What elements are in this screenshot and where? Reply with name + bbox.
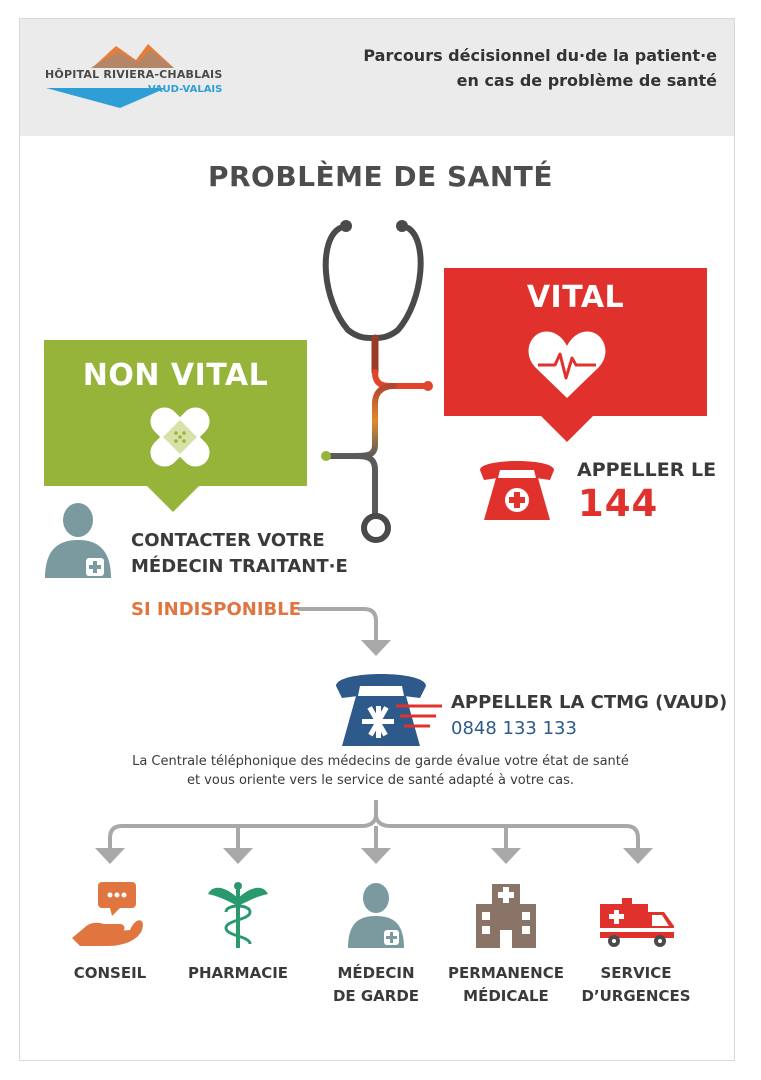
call-144-label: APPELLER LE — [577, 459, 717, 481]
stethoscope-icon — [321, 220, 433, 540]
hospital-icon — [476, 884, 536, 948]
service-pharmacie: PHARMACIE — [187, 964, 289, 982]
fallback-arrow — [298, 609, 391, 656]
page-title: PROBLÈME DE SANTÉ — [207, 160, 554, 193]
ctmg-telephone-icon — [336, 674, 442, 746]
call-ctmg-label: APPELLER LA CTMG (VAUD) — [451, 692, 728, 713]
contact-doctor-label: CONTACTER VOTRE MÉDECIN TRAITANT·E — [131, 530, 348, 577]
header-title: Parcours décisionnel du·de la patient·e en cas de problème de santé — [363, 46, 717, 90]
ctmg-description: La Centrale téléphonique des médecins de garde évalue votre état de santé et vous oriente vers le service de santé adapté à votre cas. — [132, 754, 629, 788]
service-urgences: SERVICE D’URGENCES — [581, 964, 691, 1005]
services-tree — [110, 800, 638, 848]
emergency-number[interactable]: 144 — [578, 482, 659, 525]
non-vital-label: NON VITAL — [82, 358, 269, 393]
logo-region: VAUD-VALAIS — [148, 84, 223, 95]
caduceus-icon — [208, 882, 268, 948]
heart-icon — [529, 332, 606, 398]
hand-chat-icon — [72, 882, 143, 946]
service-medecin-de-garde: MÉDECIN DE GARDE — [332, 964, 420, 1005]
bandage-icon — [145, 402, 216, 473]
ctmg-number[interactable]: 0848 133 133 — [451, 718, 577, 739]
logo-name: HÔPITAL RIVIERA-CHABLAIS — [45, 68, 223, 81]
doctor-icon — [45, 503, 111, 578]
ambulance-icon — [600, 898, 674, 947]
if-unavailable-label: SI INDISPONIBLE — [131, 599, 302, 620]
service-permanence-medicale: PERMANENCE MÉDICALE — [448, 964, 564, 1005]
red-telephone-icon — [480, 461, 554, 520]
service-conseil: CONSEIL — [73, 964, 147, 982]
on-call-doctor-icon — [348, 883, 404, 948]
vital-label: VITAL — [526, 280, 625, 315]
services-arrows — [95, 848, 653, 864]
